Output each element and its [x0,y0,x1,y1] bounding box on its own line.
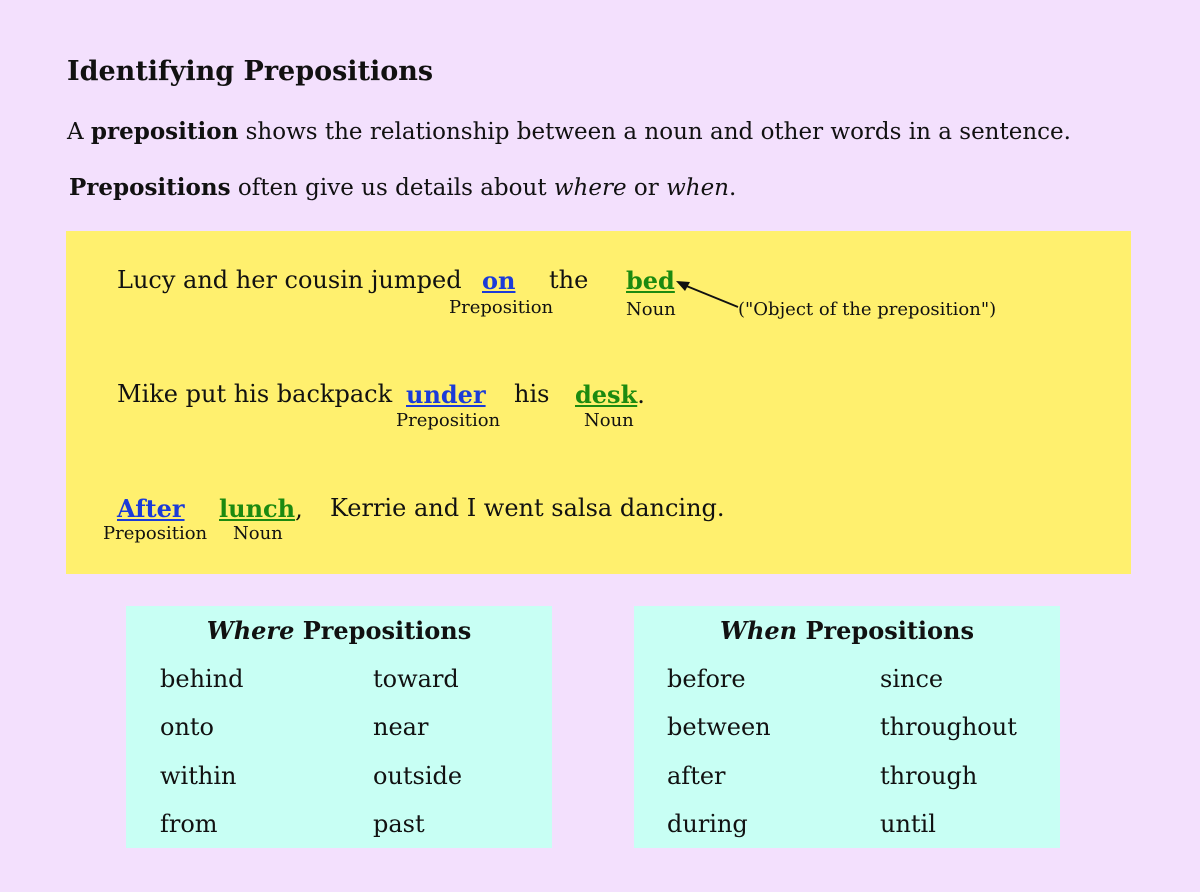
intro-text: . [729,175,737,201]
intro-term: preposition [90,118,239,145]
sentence-2-start: Mike put his backpack [117,380,393,408]
sentence-2-noun-group [575,380,645,409]
when-title-emphasis: When [719,616,798,645]
sentence-3-comma: , [295,495,303,523]
where-title-emphasis: Where [206,616,295,645]
sentence-2-end: . [637,381,645,409]
intro-text: A [67,119,91,145]
examples-box [66,231,1131,574]
sentence-3-noun: lunch [219,494,296,523]
sentence-2-middle: his [514,380,550,408]
list-item: within [160,762,237,790]
where-title-rest: Prepositions [294,616,472,645]
sentence-1-middle: the [549,266,589,294]
list-item: after [667,762,726,790]
where-prepositions-box [126,606,552,848]
object-annotation: ("Object of the preposition") [738,299,997,320]
when-prepositions-box [634,606,1060,848]
list-item: during [667,810,748,838]
list-item: from [160,810,218,838]
sentence-3-rest: Kerrie and I went salsa dancing. [330,494,725,522]
intro-text: often give us details about [230,175,554,201]
sentence-1-preposition: on [482,266,516,295]
sentence-3-noun-group [219,494,303,523]
when-title-rest: Prepositions [797,616,975,645]
intro-usage [69,174,736,201]
where-list-title [126,616,552,645]
object-arrow-icon [666,275,746,315]
list-item: toward [373,665,459,693]
sentence-2-noun: desk [575,380,638,409]
sentence-2-preposition: under [406,380,486,409]
sentence-1-noun: bed [626,266,675,295]
list-item: between [667,713,771,741]
list-item: throughout [880,713,1017,741]
sentence-2-preposition-tag: Preposition [396,410,501,431]
intro-emphasis: when [666,175,729,201]
intro-text: or [626,175,667,201]
intro-emphasis: where [553,175,627,201]
sentence-3-preposition-tag: Preposition [103,523,208,544]
list-item: before [667,665,746,693]
page-title: Identifying Prepositions [67,56,434,87]
list-item: outside [373,762,463,790]
sentence-1-preposition-tag: Preposition [449,297,554,318]
list-item: near [373,713,429,741]
when-list-title [634,616,1060,645]
intro-term: Prepositions [69,174,231,201]
list-item: past [373,810,425,838]
list-item: until [880,810,936,838]
sentence-1-noun-tag: Noun [626,299,676,320]
list-item: since [880,665,944,693]
list-item: behind [160,665,244,693]
intro-definition [67,118,1071,145]
list-item: through [880,762,978,790]
list-item: onto [160,713,214,741]
intro-text: shows the relationship between a noun and other words in a sentence. [238,119,1071,145]
sentence-3-noun-tag: Noun [233,523,283,544]
sentence-1-start: Lucy and her cousin jumped [117,266,462,294]
sentence-3-preposition: After [117,494,185,523]
sentence-2-noun-tag: Noun [584,410,634,431]
